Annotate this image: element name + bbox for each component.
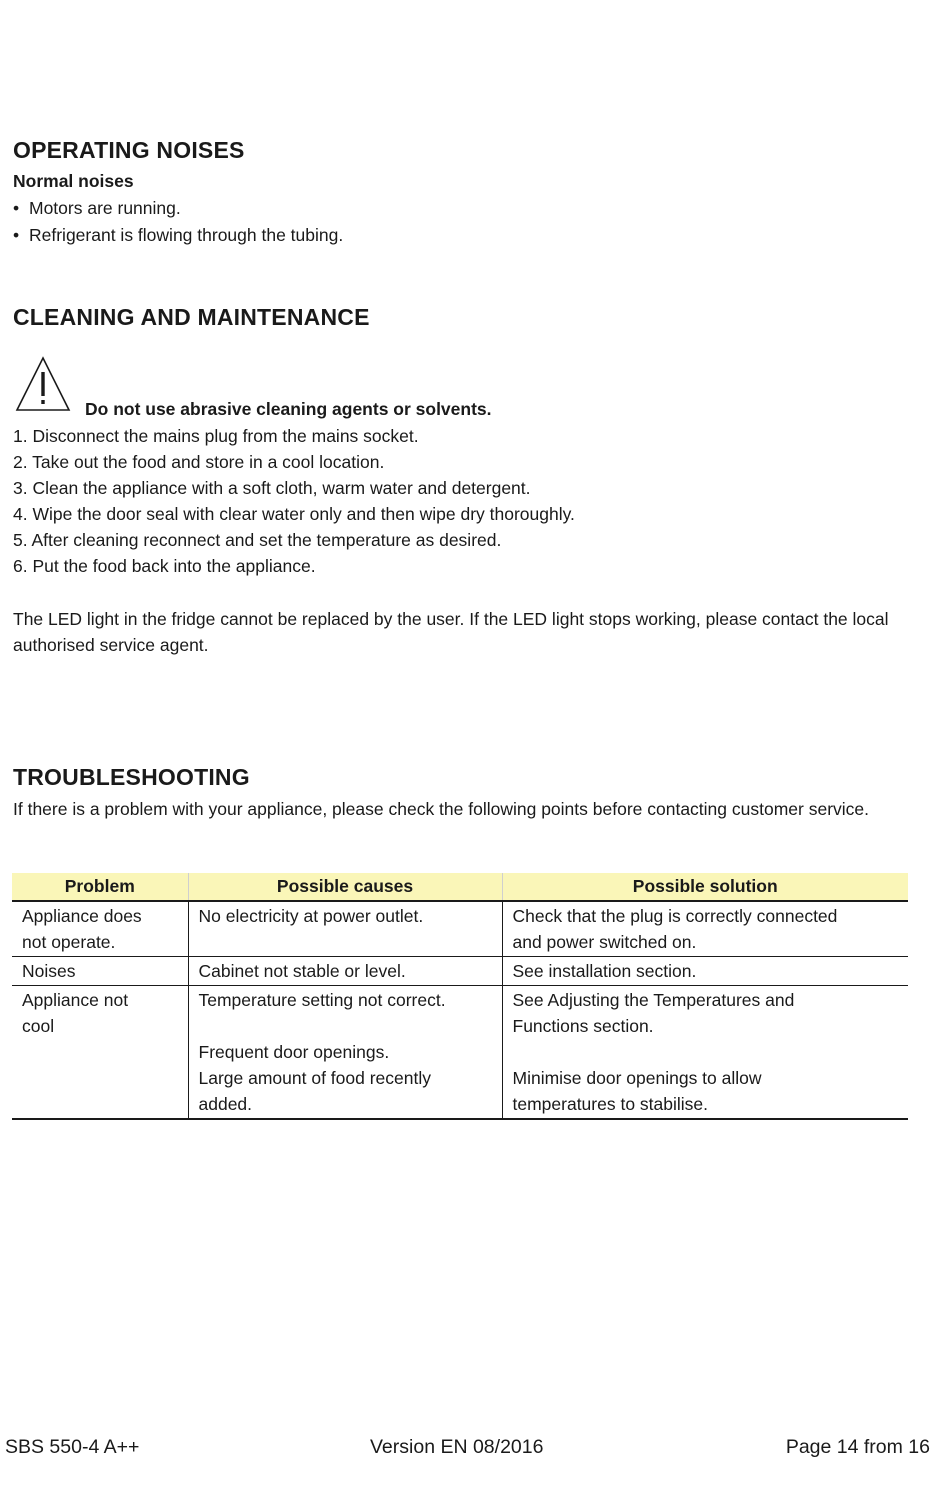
cell-text: Appliance not <box>22 990 129 1010</box>
warning-notice <box>13 356 713 419</box>
causes-cell <box>188 957 502 986</box>
cell-text: Check that the plug is correctly connected <box>512 906 838 926</box>
cell-text: Appliance does <box>22 906 142 926</box>
cell-text: See installation section. <box>512 961 697 981</box>
cell-text: added. <box>198 1094 253 1114</box>
footer-model: SBS 550-4 A++ <box>5 1436 140 1458</box>
cleaning-step: 6. Put the food back into the appliance. <box>13 556 316 576</box>
solution-cell <box>502 986 908 1120</box>
cell-text: See Adjusting the Temperatures and <box>512 990 795 1010</box>
cleaning-step: 1. Disconnect the mains plug from the mains socket. <box>13 426 419 446</box>
table-row <box>12 901 908 957</box>
cell-spacer <box>199 1013 493 1039</box>
problem-cell <box>12 986 188 1120</box>
cell-text: Minimise door openings to allow <box>512 1068 762 1088</box>
cell-text: and power switched on. <box>512 932 697 952</box>
table-header-row <box>12 873 908 901</box>
cleaning-step: 2. Take out the food and store in a cool location. <box>13 452 385 472</box>
footer-page-number: Page 14 from 16 <box>785 1436 930 1458</box>
cell-spacer <box>513 1039 900 1065</box>
cell-text: temperatures to stabilise. <box>512 1094 709 1114</box>
cleaning-step: 4. Wipe the door seal with clear water only and then wipe dry thoroughly. <box>13 504 575 524</box>
column-header-causes: Possible causes <box>188 873 502 901</box>
cell-text: Functions section. <box>512 1016 654 1036</box>
cell-text: Large amount of food recently <box>198 1068 432 1088</box>
troubleshooting-intro: If there is a problem with your appliance, please check the following points before contacting customer service. <box>13 799 870 819</box>
cleaning-heading: CLEANING AND MAINTENANCE <box>13 304 370 330</box>
cell-text: cool <box>22 1016 55 1036</box>
solution-cell <box>502 957 908 986</box>
table-row <box>12 957 908 986</box>
column-header-problem: Problem <box>12 873 188 901</box>
noise-item: • Motors are running. <box>13 198 181 219</box>
operating-noises-heading: OPERATING NOISES <box>13 137 245 163</box>
table-row <box>12 986 908 1120</box>
cell-text: No electricity at power outlet. <box>198 906 424 926</box>
cell-text: Noises <box>22 961 76 981</box>
cleaning-step: 3. Clean the appliance with a soft cloth, warm water and detergent. <box>13 478 531 498</box>
noise-item: • Refrigerant is flowing through the tubing. <box>13 225 343 246</box>
warning-triangle-icon <box>15 356 71 412</box>
cell-text: Temperature setting not correct. <box>198 990 446 1010</box>
causes-cell <box>188 986 502 1120</box>
normal-noises-subheading: Normal noises <box>13 171 134 191</box>
cell-text: not operate. <box>22 932 116 952</box>
problem-cell <box>12 957 188 986</box>
warning-text: Do not use abrasive cleaning agents or solvents. <box>85 399 492 419</box>
troubleshooting-heading: TROUBLESHOOTING <box>13 764 250 790</box>
cell-text: Cabinet not stable or level. <box>198 961 406 981</box>
problem-cell <box>12 901 188 957</box>
led-note: The LED light in the fridge cannot be replaced by the user. If the LED light stops working, please contact the local authorised service agent. <box>13 609 889 655</box>
footer-version: Version EN 08/2016 <box>370 1436 544 1458</box>
troubleshooting-table <box>12 873 908 1120</box>
column-header-solution: Possible solution <box>502 873 908 901</box>
solution-cell <box>502 901 908 957</box>
cell-text: Frequent door openings. <box>198 1042 390 1062</box>
causes-cell <box>188 901 502 957</box>
cleaning-step: 5. After cleaning reconnect and set the temperature as desired. <box>13 530 502 550</box>
